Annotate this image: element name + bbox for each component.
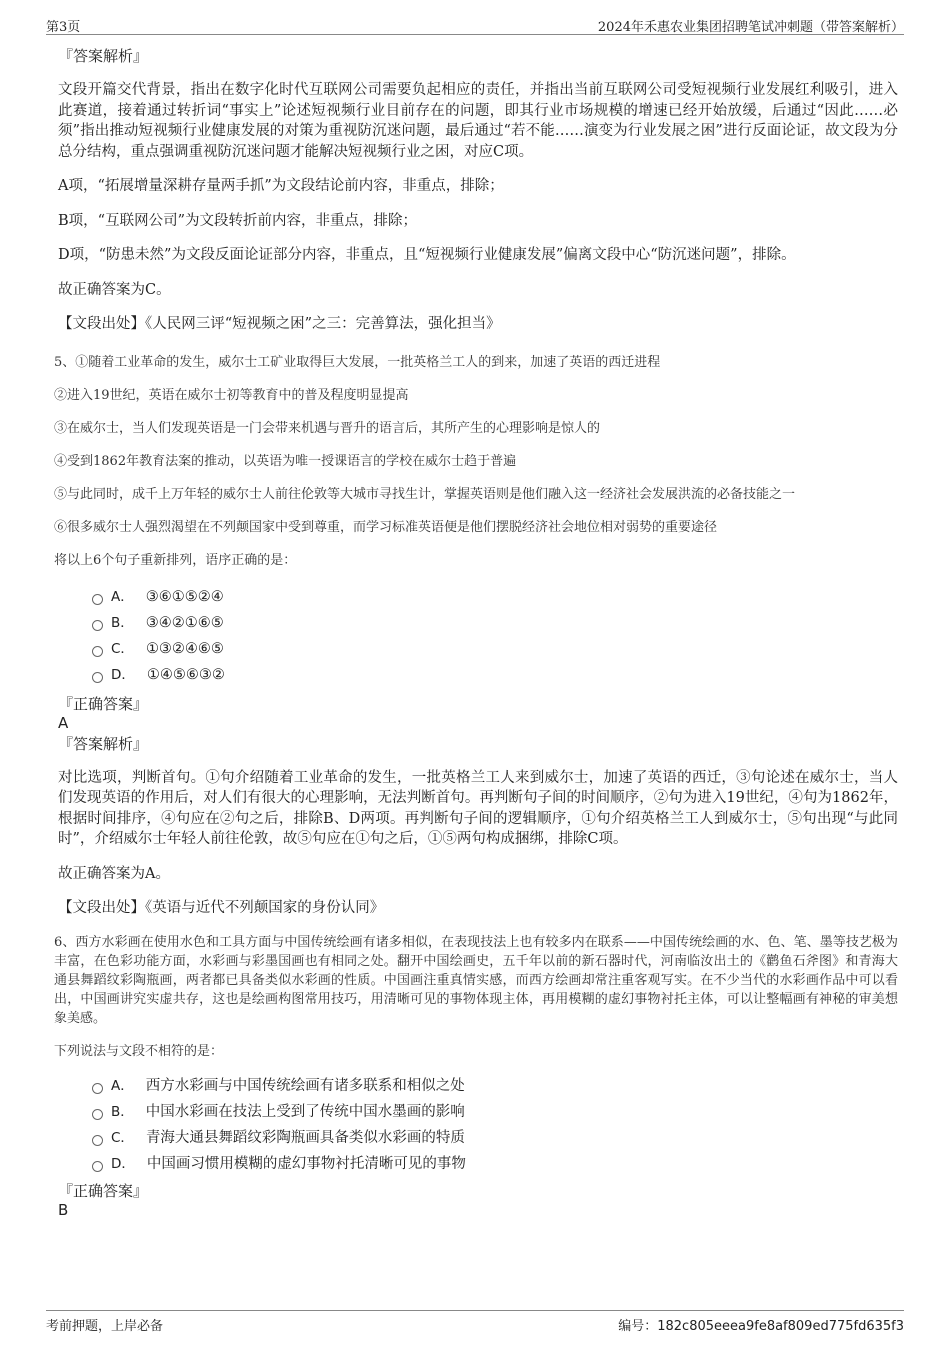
- analysis-label: 『答案解析』: [58, 47, 149, 65]
- radio-icon[interactable]: [92, 594, 103, 605]
- q6-option-d[interactable]: D． 中国画习惯用模糊的虚幻事物衬托清晰可见的事物: [92, 1151, 898, 1177]
- q5-options: [92, 584, 898, 688]
- q5-sentence: ②进入19世纪，英语在威尔士初等教育中的普及程度明显提高: [54, 387, 409, 403]
- document-title: 2024年禾惠农业集团招聘笔试冲刺题（带答案解析）: [597, 20, 904, 35]
- q6-option-c[interactable]: C． 青海大通县舞蹈纹彩陶瓶画具备类似水彩画的特质: [92, 1125, 898, 1151]
- source: 【文段出处】《英语与近代不列颠国家的身份认同》: [58, 900, 385, 916]
- conclusion: 故正确答案为A。: [58, 865, 170, 882]
- q6-options: [92, 1073, 898, 1177]
- answer-label: 『正确答案』: [58, 1181, 149, 1200]
- option-b-note: B项，“互联网公司”为文段转折前内容，非重点，排除；: [58, 212, 417, 229]
- q6-option-a[interactable]: A． 西方水彩画与中国传统绘画有诸多联系和相似之处: [92, 1073, 898, 1099]
- radio-icon[interactable]: [92, 646, 103, 657]
- page-footer: [46, 1310, 904, 1335]
- document-code: [618, 1315, 904, 1334]
- answer-value: A: [58, 713, 69, 732]
- radio-icon[interactable]: [92, 1161, 103, 1172]
- option-a-note: A项，“拓展增量深耕存量两手抓”为文段结论前内容，非重点，排除；: [58, 178, 504, 194]
- answer-label: 『正确答案』: [58, 694, 149, 713]
- page-header: [46, 14, 904, 35]
- footer-slogan: 考前押题，上岸必备: [46, 1319, 164, 1334]
- q6-prompt: 下列说法与文段不相符的是：: [54, 1043, 224, 1059]
- radio-icon[interactable]: [92, 1109, 103, 1120]
- code-value: 182c805eeea9fe8af809ed775fd635f3: [657, 1319, 904, 1334]
- page-number: 第3页: [46, 20, 81, 35]
- question-5: [54, 353, 898, 688]
- answer-value: B: [58, 1200, 69, 1219]
- conclusion: 故正确答案为C。: [58, 281, 171, 298]
- q5-sentence: ④受到1862年教育法案的推动，以英语为唯一授课语言的学校在威尔士趋于普遍: [54, 453, 517, 469]
- q5-option-b[interactable]: B． ③④②①⑥⑤: [92, 610, 898, 636]
- q5-option-c[interactable]: C． ①③②④⑥⑤: [92, 636, 898, 662]
- analysis-text: 对比选项，判断首句。①句介绍随着工业革命的发生，一批英格兰工人来到威尔士，加速了英语的西迁，③句论述在威尔士，当人们发现英语的作用后，对人们有很大的心理影响，无法判断首句。再判断句子间的时间顺序，②句为进入19世纪，④句为1862年，根据时间排序，④句应在②句之后，排除B、D两项。再判断句子间的逻辑顺序，①句介绍英格兰工人到威尔士，⑤句出现“与此同时”，介绍威尔士年轻人前往伦敦，故⑤句应在①句之后，①⑤两句构成捆绑，排除C项。: [58, 769, 898, 847]
- radio-icon[interactable]: [92, 620, 103, 631]
- radio-icon[interactable]: [92, 1083, 103, 1094]
- q6-option-b[interactable]: B． 中国水彩画在技法上受到了传统中国水墨画的影响: [92, 1099, 898, 1125]
- q5-sentence: ⑤与此同时，成千上万年轻的威尔士人前往伦敦等大城市寻找生计，掌握英语则是他们融入这一经济社会发展洪流的必备技能之一: [54, 486, 796, 502]
- code-label: 编号：: [618, 1319, 658, 1334]
- q5-sentence: ⑥很多威尔士人强烈渴望在不列颠国家中受到尊重，而学习标准英语便是他们摆脱经济社会地位相对弱势的重要途径: [54, 519, 718, 535]
- analysis-label: 『答案解析』: [58, 734, 149, 753]
- q5-sentence: 5、①随着工业革命的发生，威尔士工矿业取得巨大发展，一批英格兰工人的到来，加速了英语的西迁进程: [54, 354, 661, 370]
- question-6: [54, 933, 898, 1177]
- q5-option-a[interactable]: A． ③⑥①⑤②④: [92, 584, 898, 610]
- source: 【文段出处】《人民网三评“短视频之困”之三：完善算法，强化担当》: [58, 316, 501, 332]
- analysis-text: 文段开篇交代背景，指出在数字化时代互联网公司需要负起相应的责任，并指出当前互联网公司受短视频行业发展红利吸引，进入此赛道，接着通过转折词“事实上”论述短视频行业目前存在的问题，即其行业市场规模的增速已经开始放缓，后通过“因此……必须”指出推动短视频行业健康发展的对策为重视防沉迷问题，最后通过“若不能……演变为行业发展之困”进行反面论证，故文段为分总分结构，重点强调重视防沉迷问题才能解决短视频行业之困，对应C项。: [58, 82, 898, 160]
- q5-option-d[interactable]: D． ①④⑤⑥③②: [92, 662, 898, 688]
- q6-passage: 6、西方水彩画在使用水色和工具方面与中国传统绘画有诸多相似，在表现技法上也有较多内在联系——中国传统绘画的水、色、笔、墨等技艺极为丰富，在色彩功能方面，水彩画与彩墨国画也有相同之处。翻开中国绘画史，五千年以前的新石器时代，河南临汝出土的《鹳鱼石斧图》和青海大通县舞蹈纹彩陶瓶画，两者都已具备类似水彩画的性质。中国画注重真情实感，而西方绘画却常注重客观写实。在不少当代的水彩画作品中可以看出，中国画讲究实虚共存，这也是绘画构图常用技巧，用清晰可见的事物体现主体，再用模糊的虚幻事物衬托主体，可以让整幅画有神秘的审美想象美感。: [54, 934, 898, 1026]
- page-content: [54, 40, 898, 1219]
- q5-prompt: 将以上6个句子重新排列，语序正确的是：: [54, 552, 297, 568]
- q5-sentence: ③在威尔士，当人们发现英语是一门会带来机遇与晋升的语言后，其所产生的心理影响是惊人的: [54, 420, 601, 436]
- radio-icon[interactable]: [92, 1135, 103, 1146]
- radio-icon[interactable]: [92, 672, 103, 683]
- option-d-note: D项，“防患未然”为文段反面论证部分内容，非重点，且“短视频行业健康发展”偏离文段中心“防沉迷问题”，排除。: [58, 247, 796, 263]
